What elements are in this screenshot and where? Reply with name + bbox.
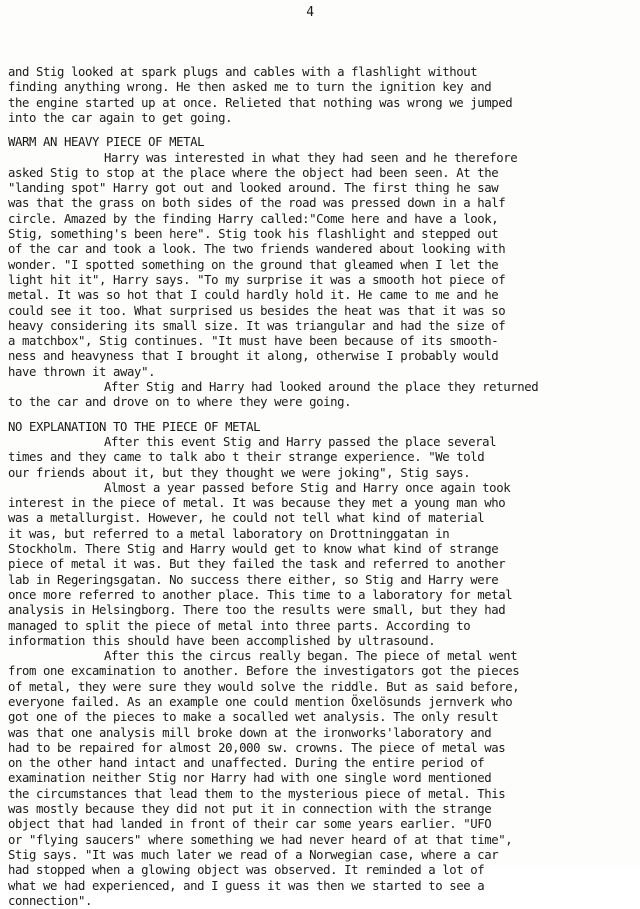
- text-line: into the car again to get going.: [8, 111, 233, 125]
- text-line: everyone failed. As an example one could mention Öxelösunds jernverk who: [8, 695, 513, 709]
- text-line: Almost a year passed before Stig and Harry once again took: [104, 481, 511, 495]
- text-line: asked Stig to stop at the place where the object had been seen. At the: [8, 166, 499, 180]
- text-line: had to be repaired for almost 20,000 sw. crowns. The piece of metal was: [8, 741, 506, 755]
- text-line: the engine started up at once. Relieted that nothing was wrong we jumped: [8, 96, 513, 110]
- text-line: object that had landed in front of their car some years earlier. "UFO: [8, 817, 492, 831]
- text-line: the circumstances that lead them to the mysterious piece of metal. This: [8, 787, 506, 801]
- text-line: "landing spot" Harry got out and looked around. The first thing he saw: [8, 181, 499, 195]
- text-line: could see it too. What surprised us besides the heat was that it was so: [8, 304, 506, 318]
- text-line: a matchbox", Stig continues. "It must have been because of its smooth-: [8, 334, 499, 348]
- text-line: once more referred to another place. This time to a laboratory for metal: [8, 588, 513, 602]
- text-line: and Stig looked at spark plugs and cables with a flashlight without: [8, 65, 478, 79]
- text-line: was a metallurgist. However, he could not tell what kind of material: [8, 511, 485, 525]
- text-line: examination neither Stig nor Harry had with one single word mentioned: [8, 771, 492, 785]
- text-line: from one excamination to another. Before the investigators got the pieces: [8, 664, 520, 678]
- text-line: After this event Stig and Harry passed the place several: [104, 435, 497, 449]
- text-line: After Stig and Harry had looked around the place they returned: [104, 380, 539, 394]
- text-line: finding anything wrong. He then asked me to turn the ignition key and: [8, 80, 492, 94]
- text-line: was mostly because they did not put it in connection with the strange: [8, 802, 492, 816]
- text-line: Stockholm. There Stig and Harry would get to know what kind of strange: [8, 542, 499, 556]
- text-line: times and they came to talk abo t their strange experience. "We told: [8, 450, 485, 464]
- text-line: lab in Regeringsgatan. No success there either, so Stig and Harry were: [8, 573, 499, 587]
- text-line: was that one analysis mill broke down at the ironworks'laboratory and: [8, 726, 492, 740]
- text-line: of the car and took a look. The two friends wandered about looking with: [8, 242, 506, 256]
- text-line: circle. Amazed by the finding Harry called:"Come here and have a look,: [8, 212, 499, 226]
- text-line: have thrown it away".: [8, 365, 156, 379]
- text-line: wonder. "I spotted something on the ground that gleamed when I let the: [8, 258, 499, 272]
- page-number: 4: [306, 5, 314, 20]
- text-line: managed to split the piece of metal into three parts. According to: [8, 619, 471, 633]
- text-line: Stig says. "It was much later we read of a Norwegian case, where a car: [8, 848, 499, 862]
- section-heading: WARM AN HEAVY PIECE OF METAL: [8, 135, 205, 149]
- text-line: metal. It was so hot that I could hardly hold it. He came to me and he: [8, 288, 499, 302]
- text-line: information this should have been accomplished by ultrasound.: [8, 634, 436, 648]
- text-line: connection".: [8, 894, 93, 908]
- text-line: Harry was interested in what they had seen and he therefore: [104, 151, 518, 165]
- text-line: to the car and drove on to where they were going.: [8, 395, 352, 409]
- text-line: had stopped when a glowing object was observed. It reminded a lot of: [8, 863, 485, 877]
- text-line: our friends about it, but they thought we were joking", Stig says.: [8, 466, 471, 480]
- text-line: of metal, they were sure they would solve the riddle. But as said before,: [8, 680, 520, 694]
- text-line: analysis in Helsingborg. There too the results were small, but they had: [8, 603, 506, 617]
- text-line: got one of the pieces to make a socalled wet analysis. The only result: [8, 710, 499, 724]
- text-line: on the other hand intact and unaffected. During the entire period of: [8, 756, 485, 770]
- text-line: heavy considering its small size. It was triangular and had the size of: [8, 319, 506, 333]
- text-line: interest in the piece of metal. It was because they met a young man who: [8, 496, 506, 510]
- text-line: piece of metal it was. But they failed the task and referred to another: [8, 557, 506, 571]
- text-line: it was, but referred to a metal laboratory on Drottninggatan in: [8, 527, 450, 541]
- text-line: or "flying saucers" where something we had never heard of at that time",: [8, 833, 513, 847]
- section-heading: NO EXPLANATION TO THE PIECE OF METAL: [8, 420, 261, 434]
- text-line: light hit it", Harry says. "To my surprise it was a smooth hot piece of: [8, 273, 506, 287]
- text-line: was that the grass on both sides of the road was pressed down in a half: [8, 196, 506, 210]
- text-line: Stig, something's been here". Stig took his flashlight and stepped out: [8, 227, 499, 241]
- text-line: what we had experienced, and I guess it was then we started to see a: [8, 879, 485, 893]
- text-line: ness and heavyness that I brought it along, otherwise I probably would: [8, 349, 499, 363]
- text-line: After this the circus really began. The piece of metal went: [104, 649, 518, 663]
